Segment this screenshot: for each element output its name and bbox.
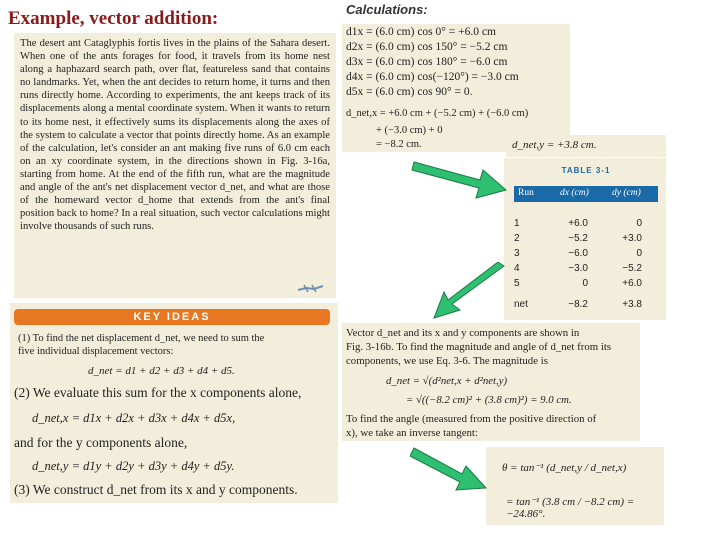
magnitude-equation-1: d_net = √(d²net,x + d²net,y) [386, 375, 508, 387]
table-cell: +6.0 [568, 218, 588, 229]
key-idea-1a: (1) To find the net displacement d_net, we need to sum the [18, 333, 265, 344]
key-idea-3: and for the y components alone, [14, 435, 188, 450]
arrow-right-down-icon [410, 152, 510, 202]
arrow-right-down-2-icon [410, 444, 490, 494]
problem-panel [14, 33, 336, 298]
magnitude-text-1: Vector d_net and its x and y components are shown in [346, 327, 580, 339]
table-cell: 0 [636, 218, 642, 229]
table-cell: +3.8 [622, 299, 642, 310]
arrow-left-down-icon [430, 262, 510, 322]
magnitude-panel [342, 323, 640, 441]
calc-line-6: d_net,x = +6.0 cm + (−5.2 cm) + (−6.0 cm) [346, 108, 529, 119]
table-cell: net [514, 299, 528, 310]
key-ideas-header: KEY IDEAS [14, 309, 330, 325]
table-cell: 1 [514, 218, 520, 229]
calculations-title: Calculations: [346, 2, 428, 17]
table-col-run: Run [518, 188, 534, 198]
table-3-1 [504, 158, 666, 320]
key-ideas-panel [10, 303, 338, 503]
angle-equation-2: = tan⁻¹ (3.8 cm / −8.2 cm) = −24.86°. [506, 496, 635, 520]
calc-line-2: d2x = (6.0 cm) cos 150° = −5.2 cm [346, 41, 508, 53]
table-cell: 0 [582, 278, 588, 289]
table-col-dy: dy (cm) [612, 188, 641, 198]
magnitude-equation-2: = √((−8.2 cm)² + (3.8 cm)²) = 9.0 cm. [406, 394, 572, 406]
table-cell: 3 [514, 248, 520, 259]
equation-dnet-sum: d_net = d1 + d2 + d3 + d4 + d5. [88, 365, 235, 377]
equation-dnet-x: d_net,x = d1x + d2x + d3x + d4x + d5x, [32, 411, 236, 425]
calc-line-5: d5x = (6.0 cm) cos 90° = 0. [346, 86, 473, 98]
key-idea-4: (3) We construct d_net from its x and y components. [14, 482, 298, 497]
result-dnet-y: d_net,y = +3.8 cm. [512, 139, 597, 151]
key-idea-2: (2) We evaluate this sum for the x components alone, [14, 385, 302, 400]
slide-title: Example, vector addition: [8, 8, 219, 29]
table-cell: −6.0 [568, 248, 588, 259]
table-cell: −5.2 [622, 263, 642, 274]
table-cell: 2 [514, 233, 520, 244]
table-title: TABLE 3-1 [561, 166, 611, 175]
table-cell: −5.2 [568, 233, 588, 244]
table-cell: 0 [636, 248, 642, 259]
calc-line-7: + (−3.0 cm) + 0 [376, 125, 443, 136]
problem-text: The desert ant Cataglyphis fortis lives in the plains of the Sahara desert. When one of the ants forages for food, it travels from its home nest along a haphazard search path, over flat, featureless sand that contains no landmarks. Yet, when the ant decides to return home, it turns and then runs directly home. According to experiments, the ant keeps track of its displacements along a mental coordinate system. When it wants to return to its home nest, it effectively sums its displacements along the axes of the system to calculate a vector that points directly home. As an example of the calculation, let's consider an ant making five runs of 6.0 cm each on an xy coordinate system, in the directions shown in Fig. 3-16a, starting from home. At the end of the fifth run, what are the magnitude and angle of the ant's net displacement vector d_net, and what are those of the homeward vector d_home that extends from the ant's final position back to home? In a real situation, such vector calculations might involve thousands of such runs. [20, 38, 330, 233]
magnitude-text-3: components, we use Eq. 3-6. The magnitude is [346, 355, 548, 367]
angle-panel [486, 447, 664, 525]
result-dnet-y-panel [506, 135, 666, 157]
table-cell: 4 [514, 263, 520, 274]
table-cell: +3.0 [622, 233, 642, 244]
key-idea-1b: five individual displacement vectors: [18, 346, 174, 357]
equation-dnet-y: d_net,y = d1y + d2y + d3y + d4y + d5y. [32, 459, 235, 473]
table-cell: −3.0 [568, 263, 588, 274]
magnitude-text-4: To find the angle (measured from the positive direction of [346, 413, 597, 425]
magnitude-text-5: x), we take an inverse tangent: [346, 427, 478, 439]
calc-line-8: = −8.2 cm. [376, 139, 422, 150]
angle-equation-1: θ = tan⁻¹ (d_net,y / d_net,x) [502, 462, 627, 474]
table-cell: −8.2 [568, 299, 588, 310]
calc-line-1: d1x = (6.0 cm) cos 0° = +6.0 cm [346, 26, 496, 38]
magnitude-text-2: Fig. 3-16b. To find the magnitude and angle of d_net from its [346, 341, 612, 353]
calc-line-4: d4x = (6.0 cm) cos(−120°) = −3.0 cm [346, 71, 519, 83]
table-cell: 5 [514, 278, 520, 289]
table-col-dx: dx (cm) [560, 188, 589, 198]
table-cell: +6.0 [622, 278, 642, 289]
ant-logo-icon [296, 281, 326, 293]
table-header-row [514, 186, 658, 202]
calc-line-3: d3x = (6.0 cm) cos 180° = −6.0 cm [346, 56, 508, 68]
calculations-panel [342, 24, 570, 152]
